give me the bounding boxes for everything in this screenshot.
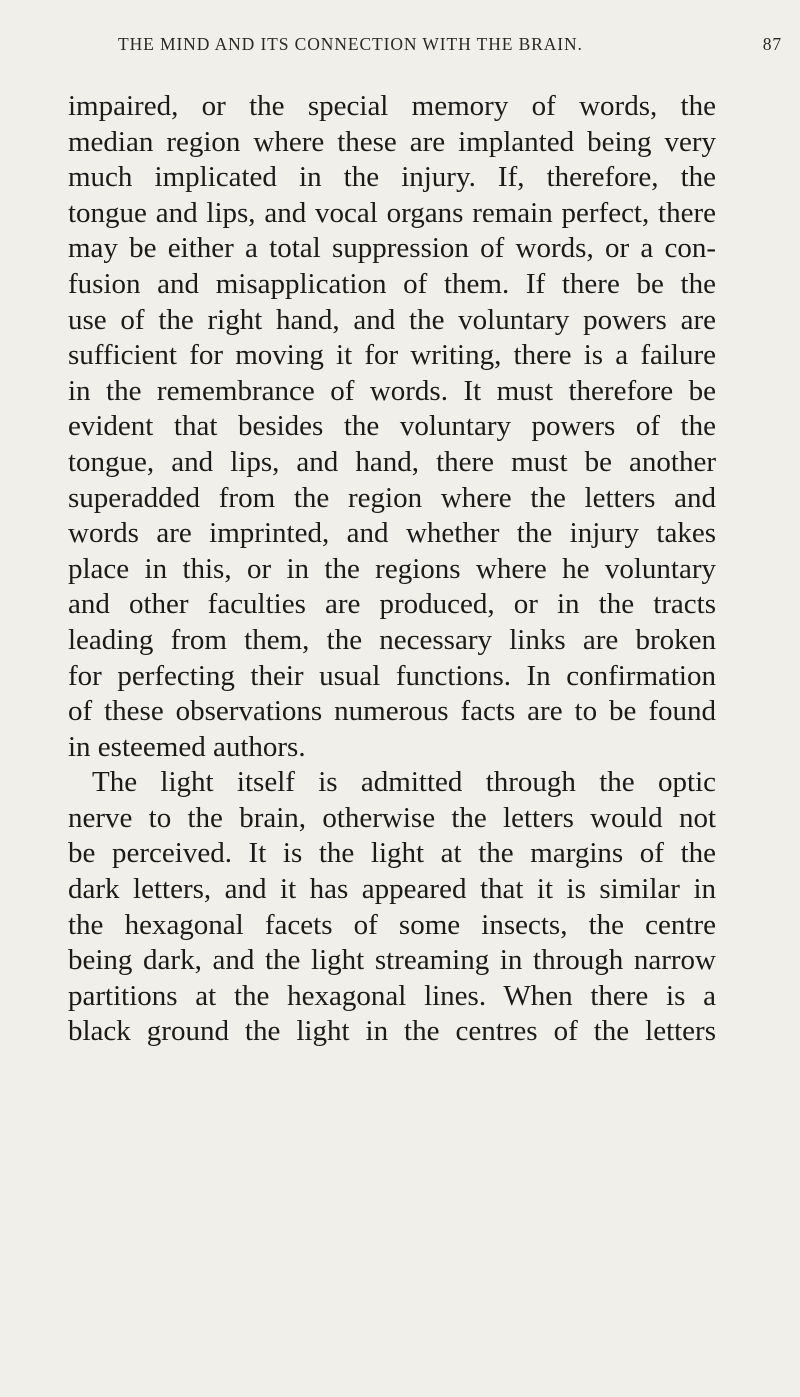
text-line: nerve to the brain, otherwise the letters would not [68,801,716,834]
text-line: place in this, or in the regions where he voluntary [68,552,716,585]
text-line: black ground the light in the centres of the letters [68,1015,716,1048]
text-line: for perfecting their usual functions. In confirmation [68,659,716,692]
text-line: median region where these are implanted being very [68,125,716,158]
text-line: use of the right hand, and the voluntary powers are [68,303,716,336]
text-line: dark letters, and it has appeared that it is similar in [68,873,716,906]
text-line: leading from them, the necessary links are broken [68,623,716,656]
text-line: and other faculties are produced, or in the tracts [68,588,716,621]
text-line: the hexagonal facets of some insects, the centre [68,908,716,941]
text-line: partitions at the hexagonal lines. When there is a [68,979,716,1012]
paragraph-start-line: The light itself is admitted through the optic [92,766,716,799]
text-line: may be either a total suppression of words, or a con- [68,232,716,265]
text-line: sufficient for moving it for writing, there is a failure [68,339,716,372]
text-line: impaired, or the special memory of words, the [68,90,716,122]
text-line: words are imprinted, and whether the injury takes [68,517,716,550]
text-line: fusion and misapplication of them. If there be the [68,267,716,300]
text-line: tongue, and lips, and hand, there must be another [68,445,716,478]
paragraph-end-line: in esteemed authors. [68,730,306,763]
page-number: 87 [762,34,782,54]
text-line: tongue and lips, and vocal organs remain perfect, there [68,196,716,229]
text-line: evident that besides the voluntary powers of the [68,410,716,443]
text-line: much implicated in the injury. If, therefore, the [68,161,716,194]
text-line: in the remembrance of words. It must therefore be [68,374,716,407]
text-line: superadded from the region where the letters and [68,481,716,514]
running-head [118,34,782,62]
body-text [68,89,716,1050]
text-line: of these observations numerous facts are to be found [68,695,716,728]
text-line: being dark, and the light streaming in through narrow [68,944,716,977]
running-title: THE MIND AND ITS CONNECTION WITH THE BRAIN. [118,34,583,54]
text-line: be perceived. It is the light at the margins of the [68,837,716,870]
